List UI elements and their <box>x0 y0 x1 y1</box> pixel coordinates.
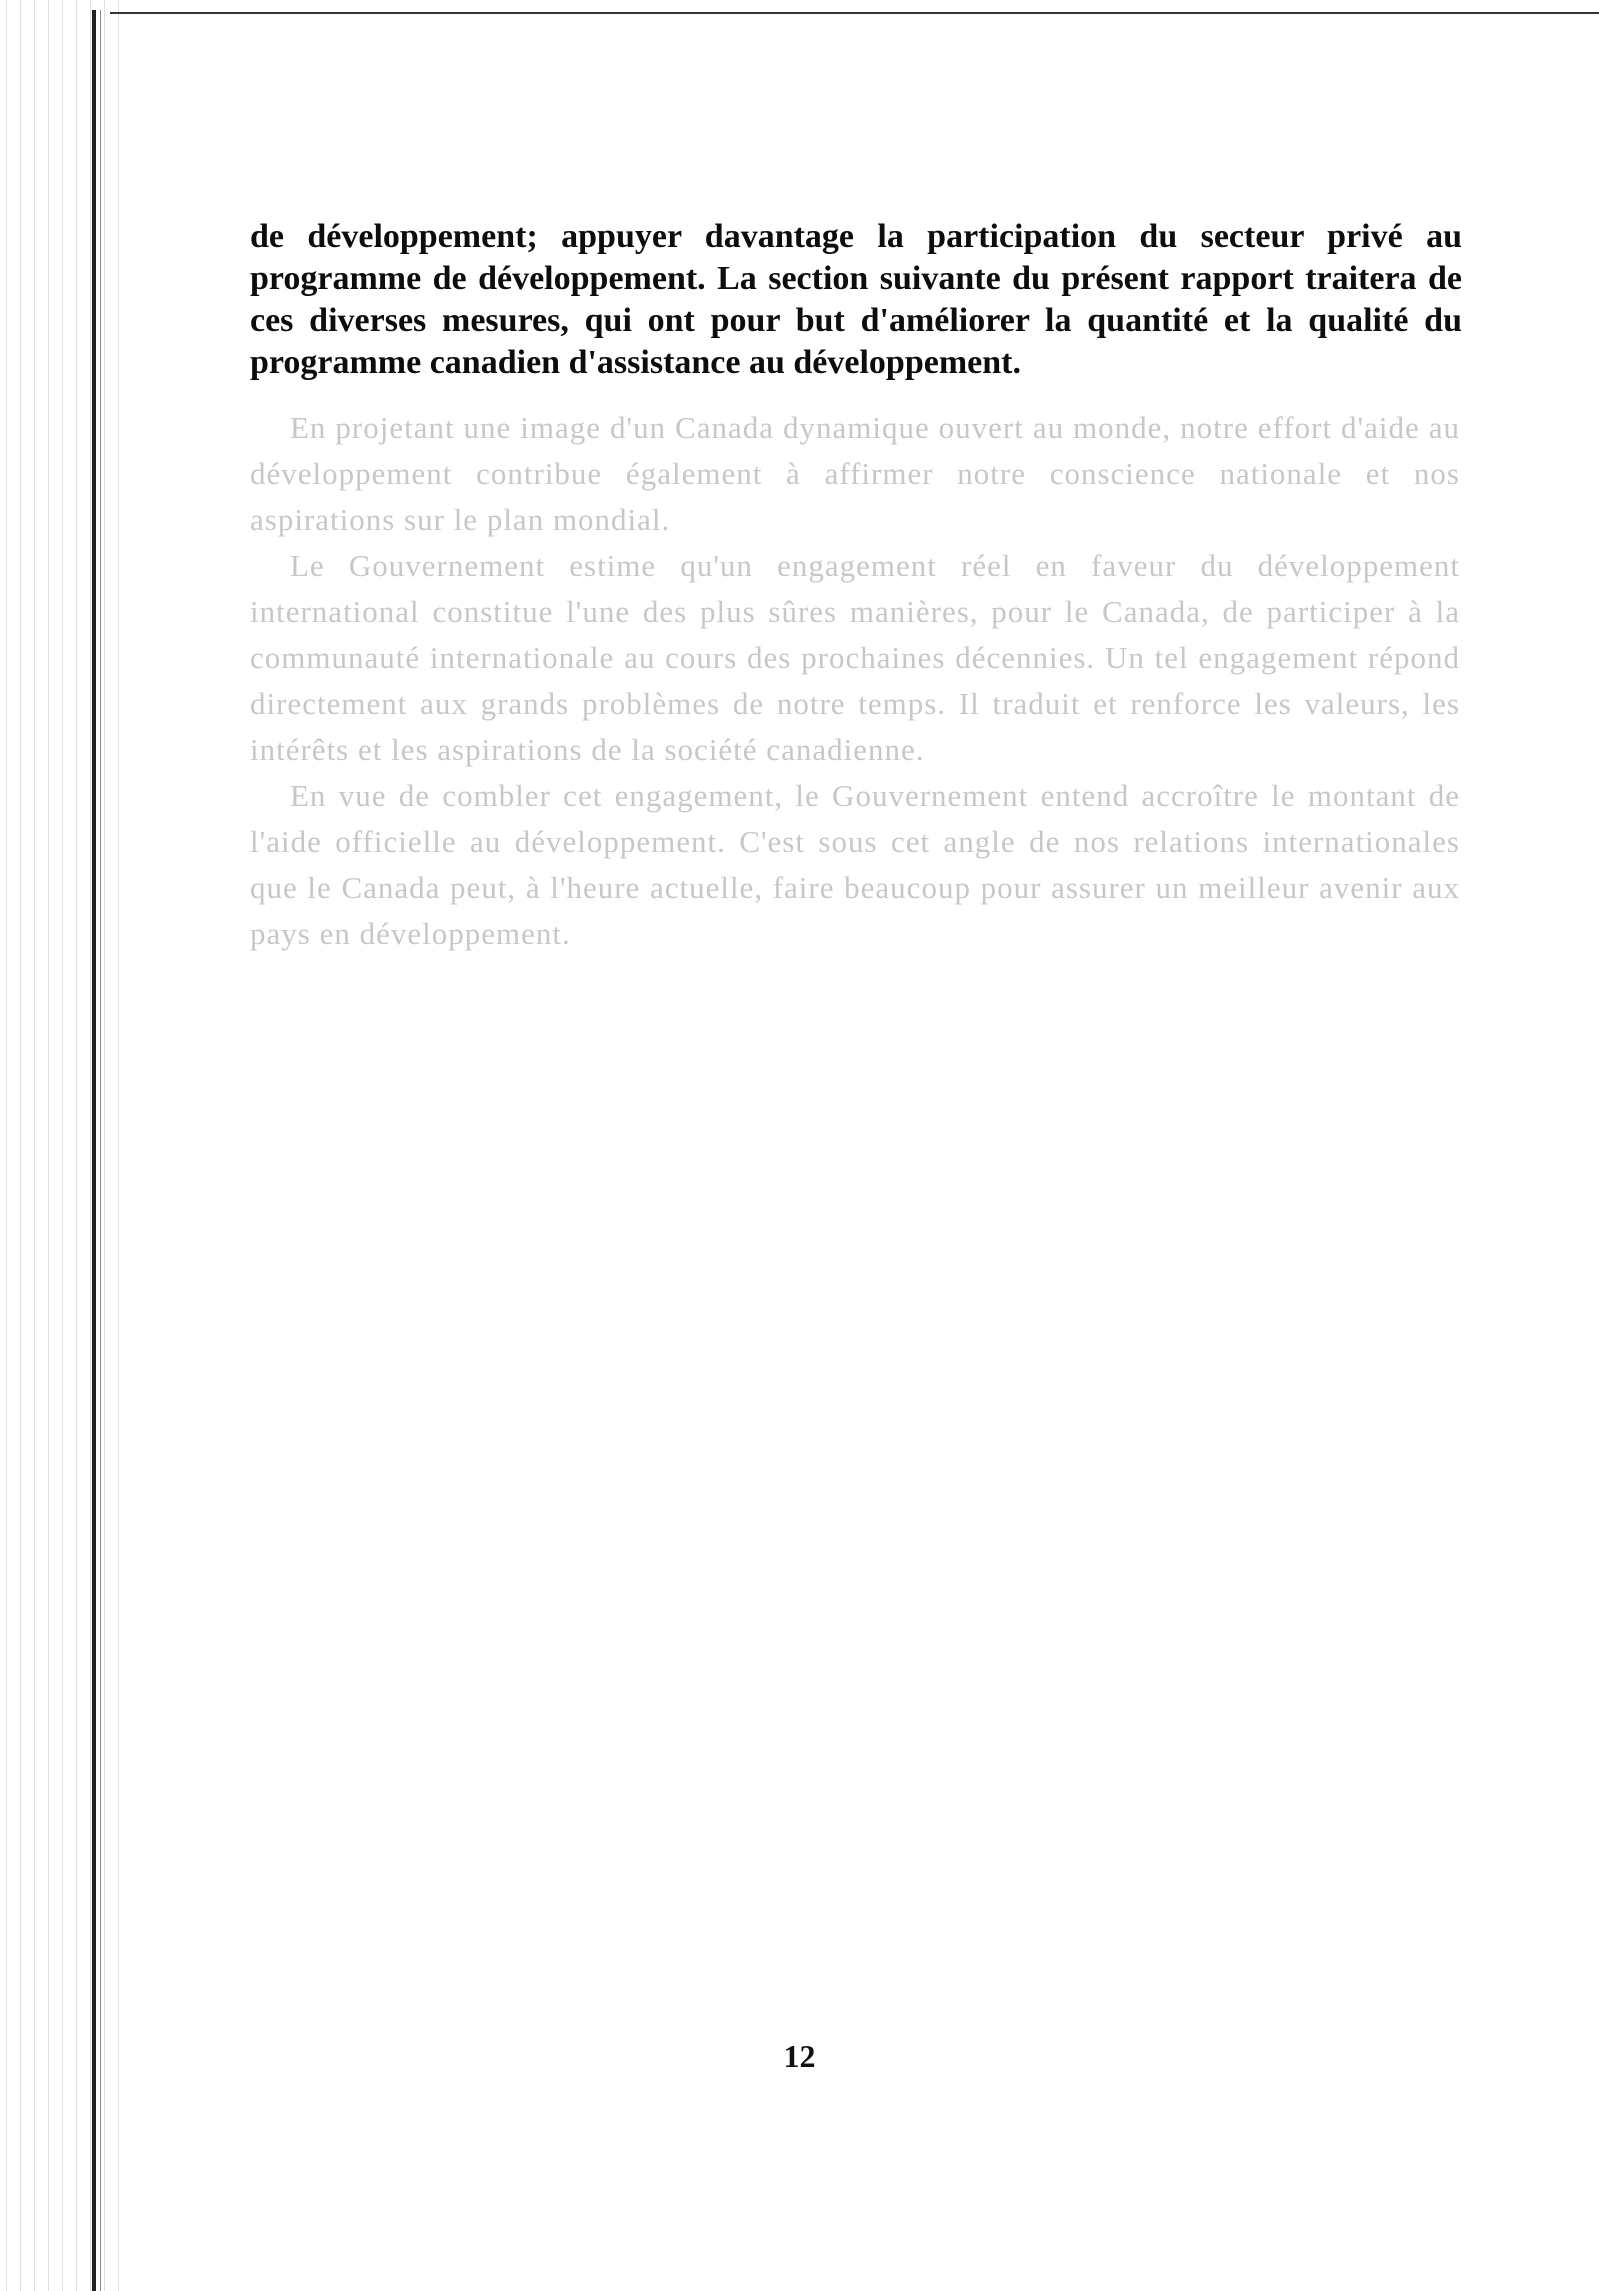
binding-line <box>92 10 96 2291</box>
faded-paragraph: Le Gouvernement estime qu'un engagement réel en faveur du développement international constitue l'une des plus sûres manières, pour le Canada, de participer à la communauté internationale au cours des prochaines décennies. Un tel engagement répond directement aux grands problèmes de notre temps. Il traduit et renforce les valeurs, les intérêts et les aspirations de la société canadienne. <box>250 548 1460 767</box>
faded-text-block <box>250 405 1460 957</box>
faded-paragraph: En vue de combler cet engagement, le Gouvernement entend accroître le montant de l'aide officielle au développement. C'est sous cet angle de nos relations internationales que le Canada peut, à l'heure actuelle, faire beaucoup pour assurer un meilleur avenir aux pays en développement. <box>250 778 1460 951</box>
binding-line-secondary <box>100 10 101 2291</box>
faded-paragraph: En projetant une image d'un Canada dynamique ouvert au monde, notre effort d'aide au développement contribue également à affirmer notre conscience nationale et nos aspirations sur le plan mondial. <box>250 410 1460 537</box>
page-number: 12 <box>783 2038 816 2074</box>
top-rule <box>110 12 1599 14</box>
bold-paragraph: de développement; appuyer davantage la participation du secteur privé au programme de développement. La section suivante du présent rapport traitera de ces diverses mesures, qui ont pour but d'améliorer la quantité et la qualité du programme canadien d'assistance au développement. <box>250 218 1462 381</box>
scan-binding-edge <box>0 0 120 2291</box>
